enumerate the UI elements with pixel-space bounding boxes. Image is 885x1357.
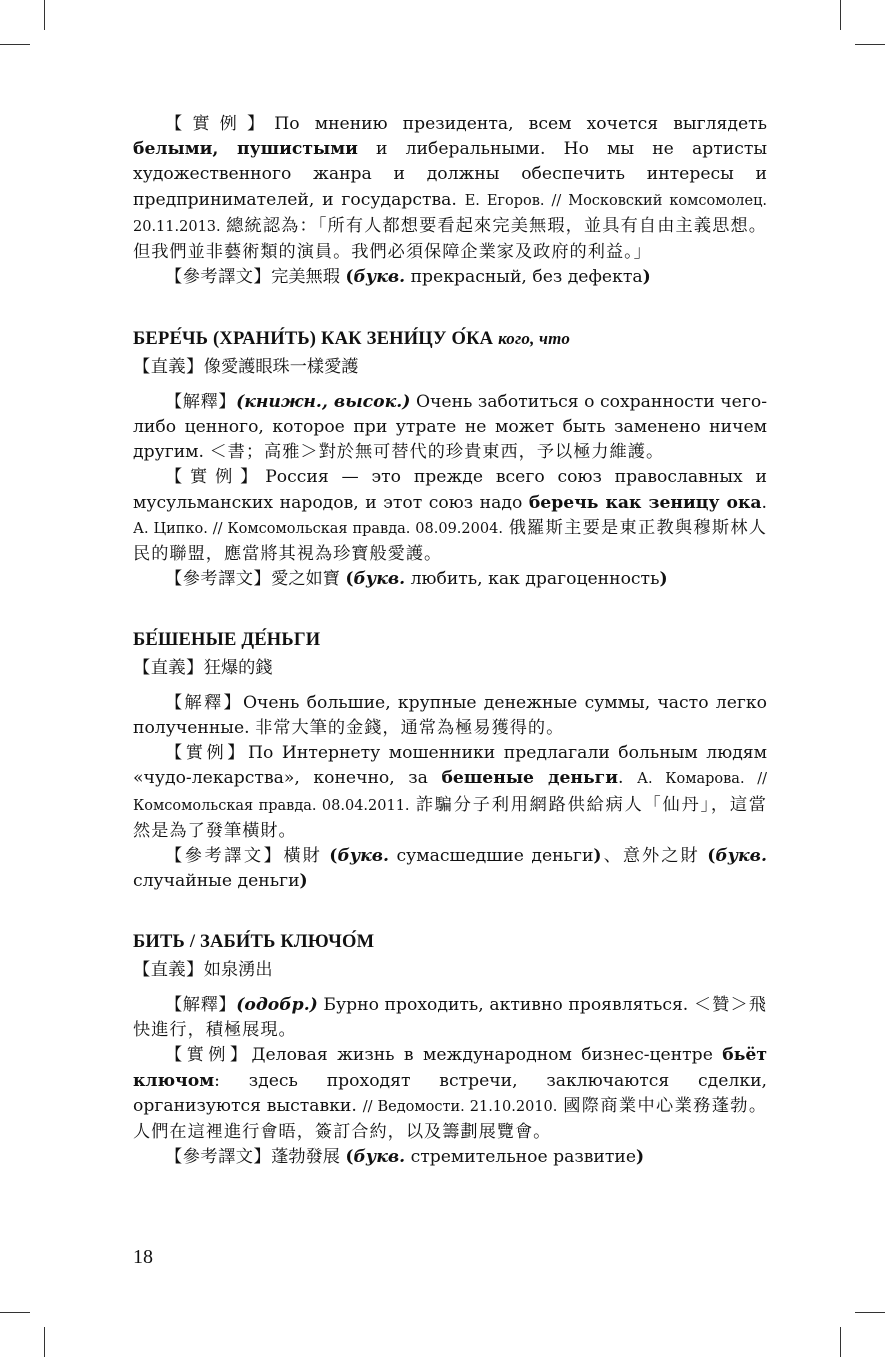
literal-label: 【直義】 — [133, 356, 204, 377]
explain-paragraph — [133, 691, 767, 741]
bukv-label: букв. — [337, 846, 390, 867]
page-number: 18 — [133, 1246, 153, 1268]
reference-label: 【參考譯文】 — [165, 267, 272, 288]
crop-mark — [855, 44, 885, 45]
example-translation: 詐騙分子利用網路供給病人「仙丹」，這當然是為了發筆橫財。 — [133, 794, 767, 841]
reference-paragraph: 【參考譯文】蓬勃發展 (букв. стремительное развитие) — [165, 1147, 645, 1168]
literal-line — [133, 958, 767, 983]
example-text: : здесь проходят встречи, заключаются сделки, организуются выставки. — [133, 1070, 767, 1116]
reference-ru: прекрасный, без дефекта — [410, 267, 643, 288]
entry-headword — [133, 930, 767, 955]
reference-zh: 愛之如寶 — [271, 569, 340, 590]
reference-paragraph: 【參考譯文】愛之如寶 (букв. любить, как драгоценность) — [165, 569, 668, 590]
explain-label: 【解釋】 — [165, 994, 237, 1015]
explain-zh: 非常大筆的金錢，通常為極易獲得的。 — [255, 718, 565, 739]
bukv-label: букв. — [353, 569, 406, 590]
literal-label: 【直義】 — [133, 959, 204, 980]
headword-text: БЕРЕ́ЧЬ (ХРАНИ́ТЬ) КАК ЗЕНИ́ЦУ О́КА — [133, 329, 494, 350]
reference-ru: стремительное развитие — [410, 1147, 637, 1168]
example-paragraph — [133, 741, 767, 844]
crop-mark — [0, 1312, 30, 1313]
literal-text: 狂爆的錢 — [203, 657, 273, 678]
explain-label: 【解釋】 — [165, 391, 237, 412]
grammar-note: кого, что — [498, 329, 571, 349]
example-label: 【實例】 — [165, 1045, 252, 1066]
example-label: 【實例】 — [165, 467, 266, 488]
explain-label: 【解釋】 — [165, 692, 243, 713]
example-paragraph — [133, 1043, 767, 1145]
crop-mark — [840, 1327, 841, 1357]
example-text: По мнению президента, всем хочется выглядеть — [274, 114, 767, 134]
entry-headword — [133, 628, 767, 653]
crop-mark — [0, 44, 30, 45]
example-source: Е. Егоров. // Московский комсомолец. 20.11.2013. — [133, 192, 767, 235]
reference-zh: 完美無瑕 — [271, 267, 340, 288]
reference-label: 【參考譯文】 — [165, 846, 284, 867]
explain-paragraph — [133, 390, 767, 466]
explain-zh: ＜書；高雅＞對於無可替代的珍貴東西，予以極力維護。 — [209, 442, 665, 463]
example-translation: 國際商業中心業務蓬勃。人們在這裡進行會晤，簽訂合約，以及籌劃展覽會。 — [133, 1095, 768, 1142]
explain-paragraph — [133, 993, 767, 1043]
reference-zh: 意外之財 — [622, 846, 700, 867]
bukv-label: букв. — [353, 267, 406, 288]
entry-headword — [133, 326, 767, 352]
reference-label: 【參考譯文】 — [165, 1147, 272, 1168]
example-text: По Интернету мошенники предлагали больным людям «чудо-лекарства», конечно, за — [133, 743, 767, 789]
example-source: А. Комарова. // Комсомольская правда. 08.04.2011. — [133, 771, 768, 814]
example-highlight: беречь как зеницу ока — [528, 492, 762, 513]
headword-text: БИТЬ / ЗАБИ́ТЬ КЛЮЧО́М — [133, 932, 375, 953]
literal-text: 像愛護眼珠一樣愛護 — [203, 356, 359, 377]
explain-zh: ＜贊＞飛快進行，積極展現。 — [133, 994, 767, 1041]
example-text: Деловая жизнь в международном бизнес-центре — [251, 1045, 713, 1066]
example-highlight: белыми, пушистыми — [133, 139, 358, 160]
reference-ru: сумасшедшие деньги — [396, 846, 594, 867]
example-highlight: бьёт ключом — [133, 1045, 767, 1091]
reference-ru: случайные деньги — [133, 871, 300, 892]
example-source: // Ведомости. 21.10.2010. — [362, 1098, 558, 1115]
example-translation: 總統認為：「所有人都想要看起來完美無瑕，並具有自由主義思想。但我們並非藝術類的演員。我們必須保障企業家及政府的利益。」 — [133, 215, 767, 263]
literal-line — [133, 656, 767, 681]
style-note: (книжн., высок.) — [236, 391, 411, 412]
dictionary-entry — [133, 628, 767, 894]
example-translation: 俄羅斯主要是東正教與穆斯林人民的聯盟，應當將其視為珍寶般愛護。 — [133, 517, 767, 565]
bukv-label: букв. — [715, 846, 767, 867]
bukv-label: букв. — [353, 1147, 406, 1168]
dictionary-page — [133, 112, 767, 1170]
example-label: 【實例】 — [165, 743, 249, 764]
example-source: А. Ципко. // Комсомольская правда. 08.09.2004. — [133, 520, 503, 537]
reference-zh: 蓬勃發展 — [271, 1147, 340, 1168]
reference-paragraph: 【參考譯文】橫財 (букв. сумасшедшие деньги)、意外之財 (букв. случайные деньги) — [133, 846, 767, 892]
example-text: . — [617, 768, 624, 789]
crop-mark — [840, 0, 841, 30]
example-paragraph — [133, 112, 767, 265]
dictionary-entry — [133, 326, 767, 592]
reference-ru: любить, как драгоценность — [410, 569, 660, 590]
example-text: и либеральными. Но мы не артисты художественного жанра и должны обеспечить интересы и предпринимателей, и государства. — [133, 139, 768, 210]
literal-line — [133, 355, 767, 380]
explain-ru: Бурно проходить, активно проявляться. — [323, 994, 689, 1015]
dictionary-entry — [133, 930, 767, 1170]
headword-text: БЕ́ШЕНЫЕ ДЕ́НЬГИ — [133, 630, 321, 651]
crop-mark — [855, 1312, 885, 1313]
example-highlight: бешеные деньги — [441, 768, 618, 789]
reference-paragraph: 【參考譯文】完美無瑕 (букв. прекрасный, без дефекта) — [165, 267, 651, 288]
literal-text: 如泉湧出 — [203, 959, 273, 980]
reference-zh: 橫財 — [283, 846, 322, 867]
reference-label: 【參考譯文】 — [165, 569, 272, 590]
explain-ru: Очень большие, крупные денежные суммы, часто легко полученные. — [133, 692, 767, 739]
explain-ru: Очень заботиться о сохранности чего-либо ценного, которое при утрате не может быть заменено ничем другим. — [133, 391, 768, 463]
example-paragraph — [133, 465, 767, 567]
crop-mark — [44, 0, 45, 30]
crop-mark — [44, 1327, 45, 1357]
example-label: 【實例】 — [165, 114, 275, 134]
example-text: Россия — это прежде всего союз православных и мусульманских народов, и этот союз надо — [133, 467, 767, 513]
literal-label: 【直義】 — [133, 657, 204, 678]
example-text: . — [761, 492, 767, 513]
style-note: (одобр.) — [236, 994, 318, 1015]
